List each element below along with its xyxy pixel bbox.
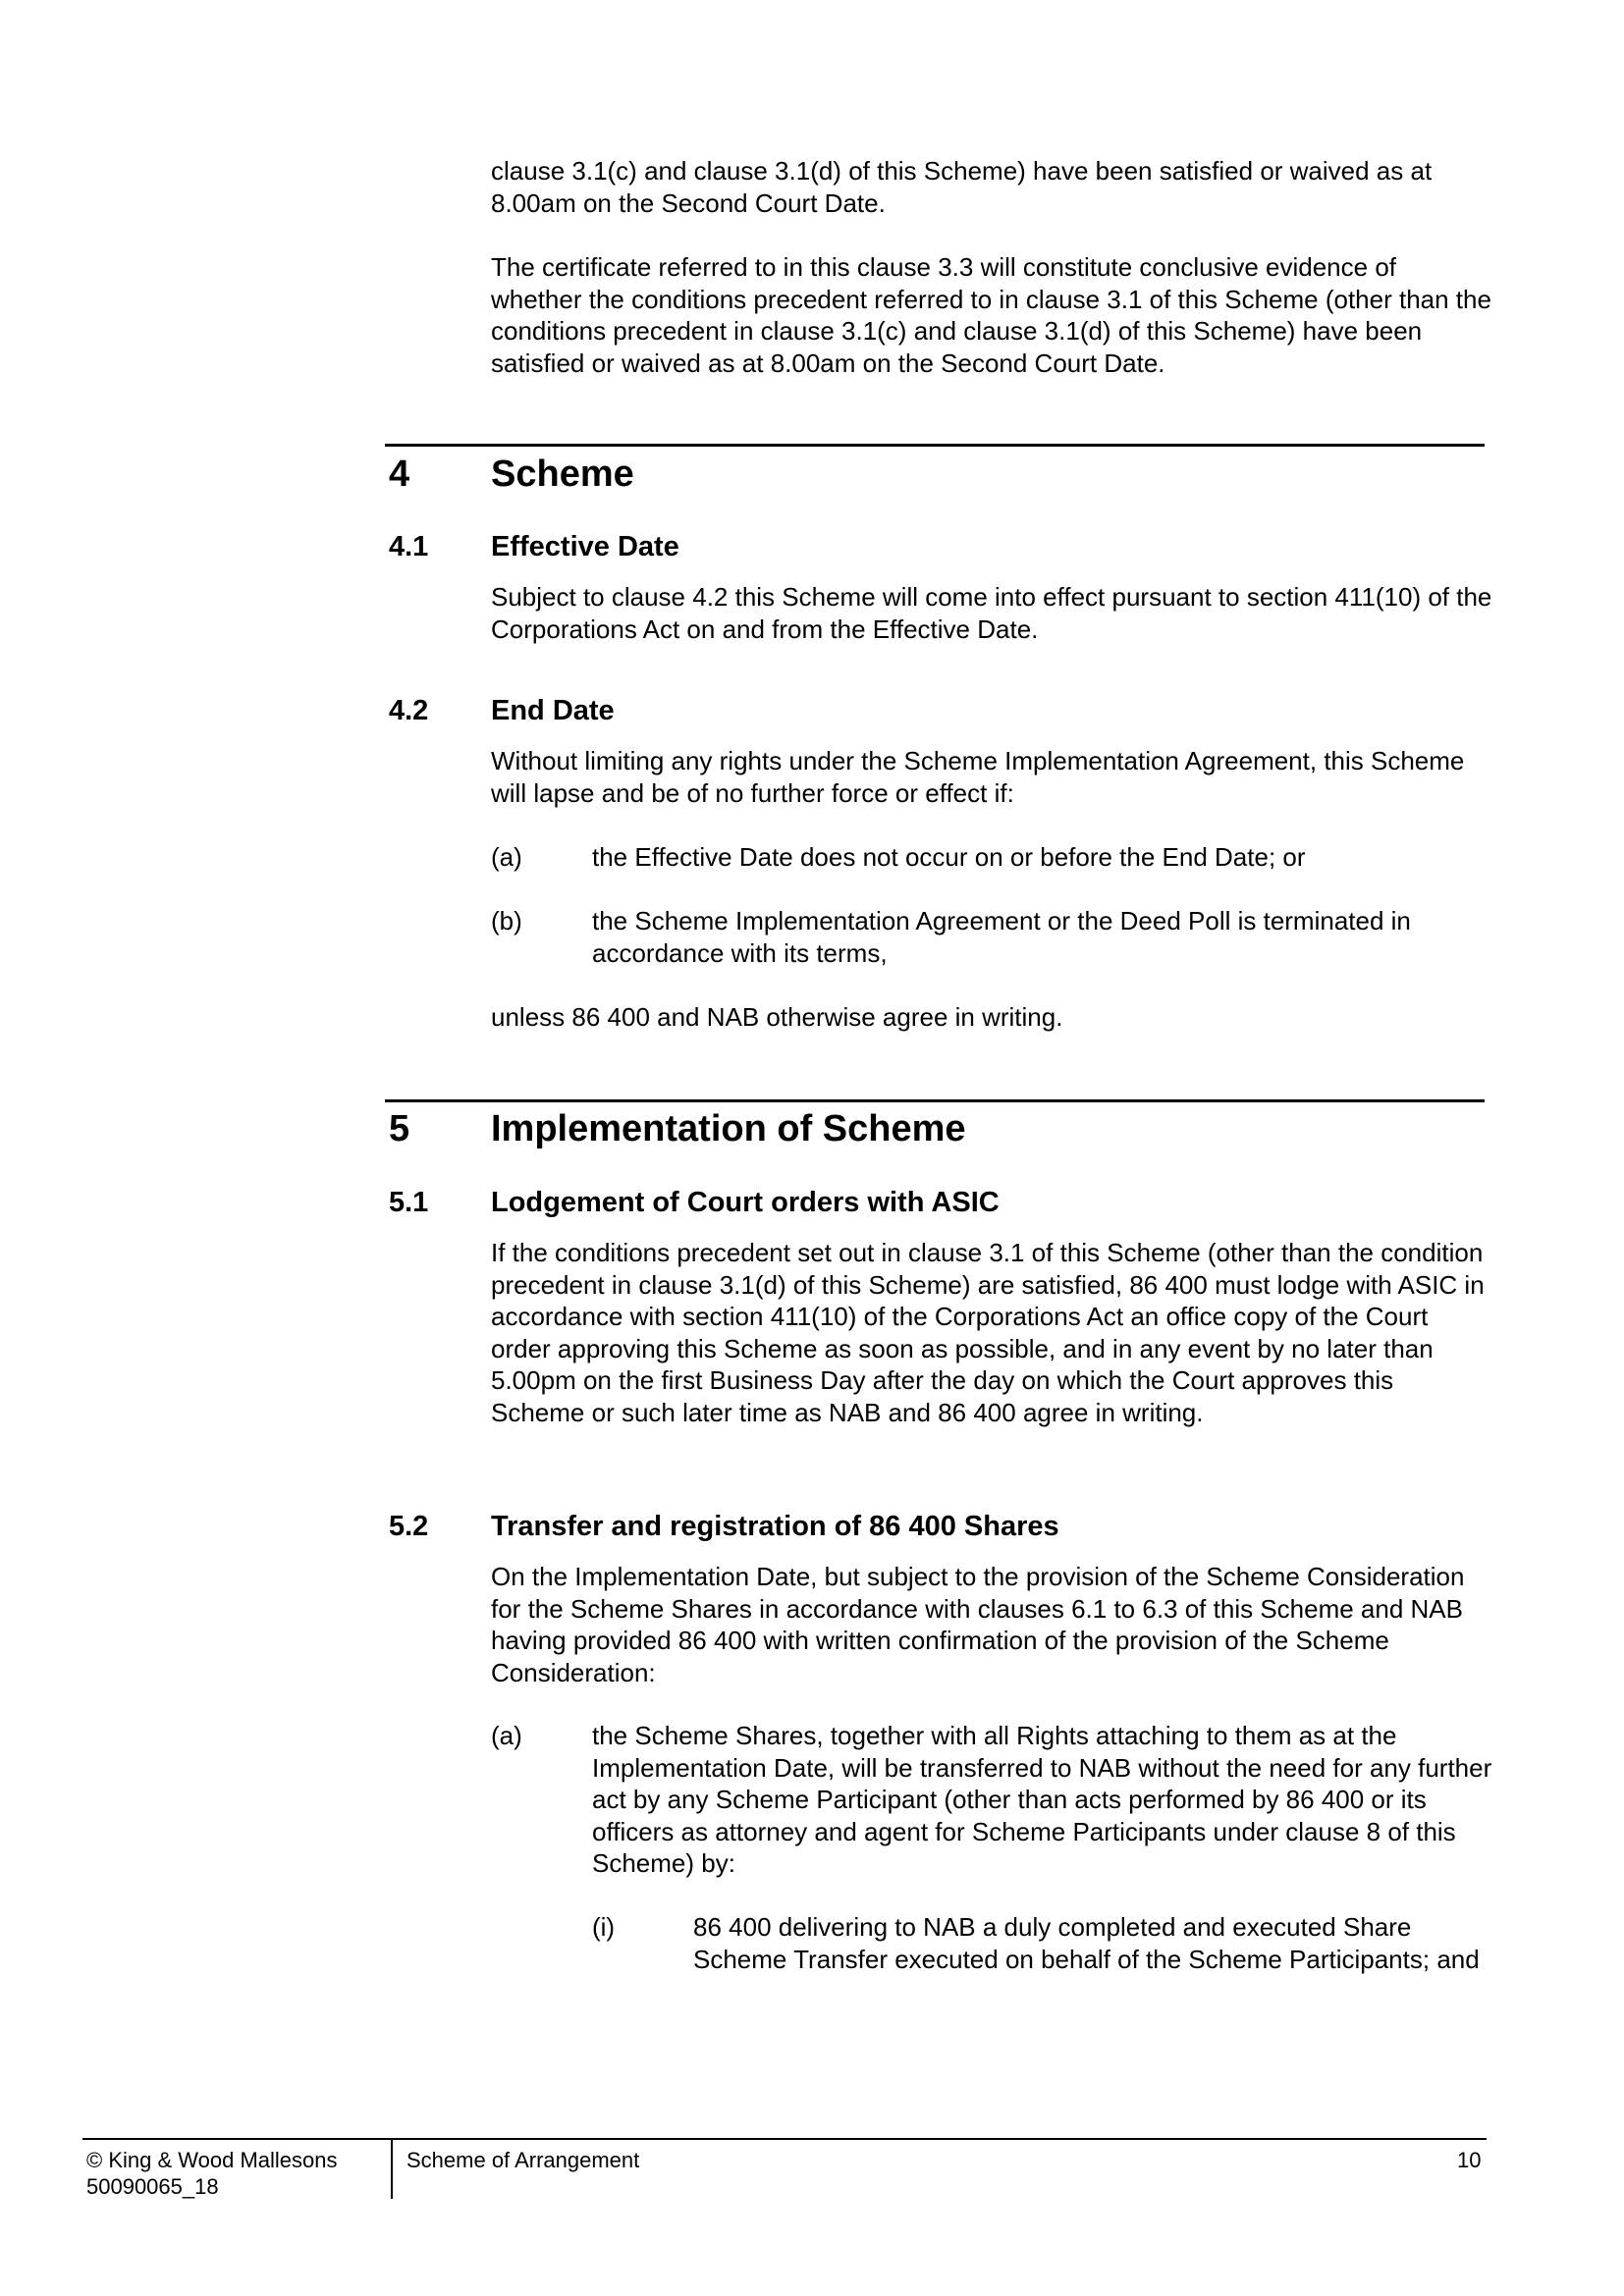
section-4-heading: Scheme: [491, 454, 634, 495]
clause-5-2-item-a-label: (a): [491, 1721, 522, 1750]
footer-copyright: © King & Wood Mallesons: [86, 2148, 338, 2172]
continuation-paragraph: clause 3.1(c) and clause 3.1(d) of this Scheme) have been satisfied or waived as at 8.00am on the Second Court Date.: [491, 156, 1433, 218]
clause-4-2-body: Without limiting any rights under the Scheme Implementation Agreement, this Scheme will lapse and be of no further force or effect if:: [491, 746, 1465, 808]
clause-4-1-number: 4.1: [389, 531, 429, 562]
section-4-number: 4: [389, 454, 410, 495]
clause-4-2-item-label: (a): [491, 842, 522, 872]
footer-rule: [82, 2138, 1487, 2140]
clause-4-1-body: Subject to clause 4.2 this Scheme will come into effect pursuant to section 411(10) of the Corporations Act on and from the Effective Date.: [491, 582, 1492, 644]
footer-document-title: Scheme of Arrangement: [406, 2148, 640, 2172]
clause-5-2-number: 5.2: [389, 1511, 429, 1542]
footer-page-number: 10: [1457, 2148, 1482, 2172]
clause-5-2-item-i-text: 86 400 delivering to NAB a duly completed and executed Share Scheme Transfer executed on behalf of the Scheme Participants; and: [693, 1912, 1480, 1974]
clause-4-2-item-text: the Scheme Implementation Agreement or the Deed Poll is terminated in accordance with its terms,: [592, 906, 1411, 968]
clause-5-2-body: On the Implementation Date, but subject to the provision of the Scheme Consideration for the Scheme Shares in accordance with clauses 6.1 to 6.3 of this Scheme and NAB having provided 86 400 with written confirmation of the provision of the Scheme Consideration:: [491, 1562, 1465, 1687]
section-5-number: 5: [389, 1108, 410, 1149]
clause-5-2-heading: Transfer and registration of 86 400 Shares: [491, 1511, 1059, 1542]
clause-5-2-item-i-label: (i): [592, 1912, 616, 1942]
clause-4-1-heading: Effective Date: [491, 531, 679, 562]
footer-divider: [391, 2138, 393, 2199]
section-4-rule: [385, 444, 1485, 447]
clause-5-1-heading: Lodgement of Court orders with ASIC: [491, 1187, 1000, 1218]
clause-5-2-item-a-text: the Scheme Shares, together with all Rights attaching to them as at the Implementation Date, will be transferred to NAB without the need for any further act by any Scheme Participant (other than acts performed by 86 400 or its officers as attorney and agent for Scheme Participants under clause 8 of this Scheme) by:: [592, 1721, 1492, 1878]
clause-5-1-body: If the conditions precedent set out in clause 3.1 of this Scheme (other than the condition precedent in clause 3.1(d) of this Scheme) are satisfied, 86 400 must lodge with ASIC in accordance with section 411(10) of the Corporations Act an office copy of the Court order approving this Scheme as soon as possible, and in any event by no later than 5.00pm on the first Business Day after the day on which the Court approves this Scheme or such later time as NAB and 86 400 agree in writing.: [491, 1238, 1485, 1427]
clause-4-2-item-text: the Effective Date does not occur on or before the End Date; or: [592, 842, 1306, 872]
clause-4-2-number: 4.2: [389, 695, 429, 726]
clause-4-2-item-label: (b): [491, 906, 522, 935]
footer-document-id: 50090065_18: [86, 2174, 219, 2199]
section-5-rule: [385, 1099, 1485, 1102]
clause-4-2-heading: End Date: [491, 695, 615, 726]
section-5-heading: Implementation of Scheme: [491, 1108, 966, 1149]
clause-5-1-number: 5.1: [389, 1187, 429, 1218]
clause-4-2-closing: unless 86 400 and NAB otherwise agree in writing.: [491, 1002, 1063, 1032]
certificate-paragraph: The certificate referred to in this clause 3.3 will constitute conclusive evidence of whether the conditions precedent referred to in clause 3.1 of this Scheme (other than the conditions precedent in clause 3.1(c) and clause 3.1(d) of this Scheme) have been satisfied or waived as at 8.00am on the Second Court Date.: [491, 252, 1491, 378]
